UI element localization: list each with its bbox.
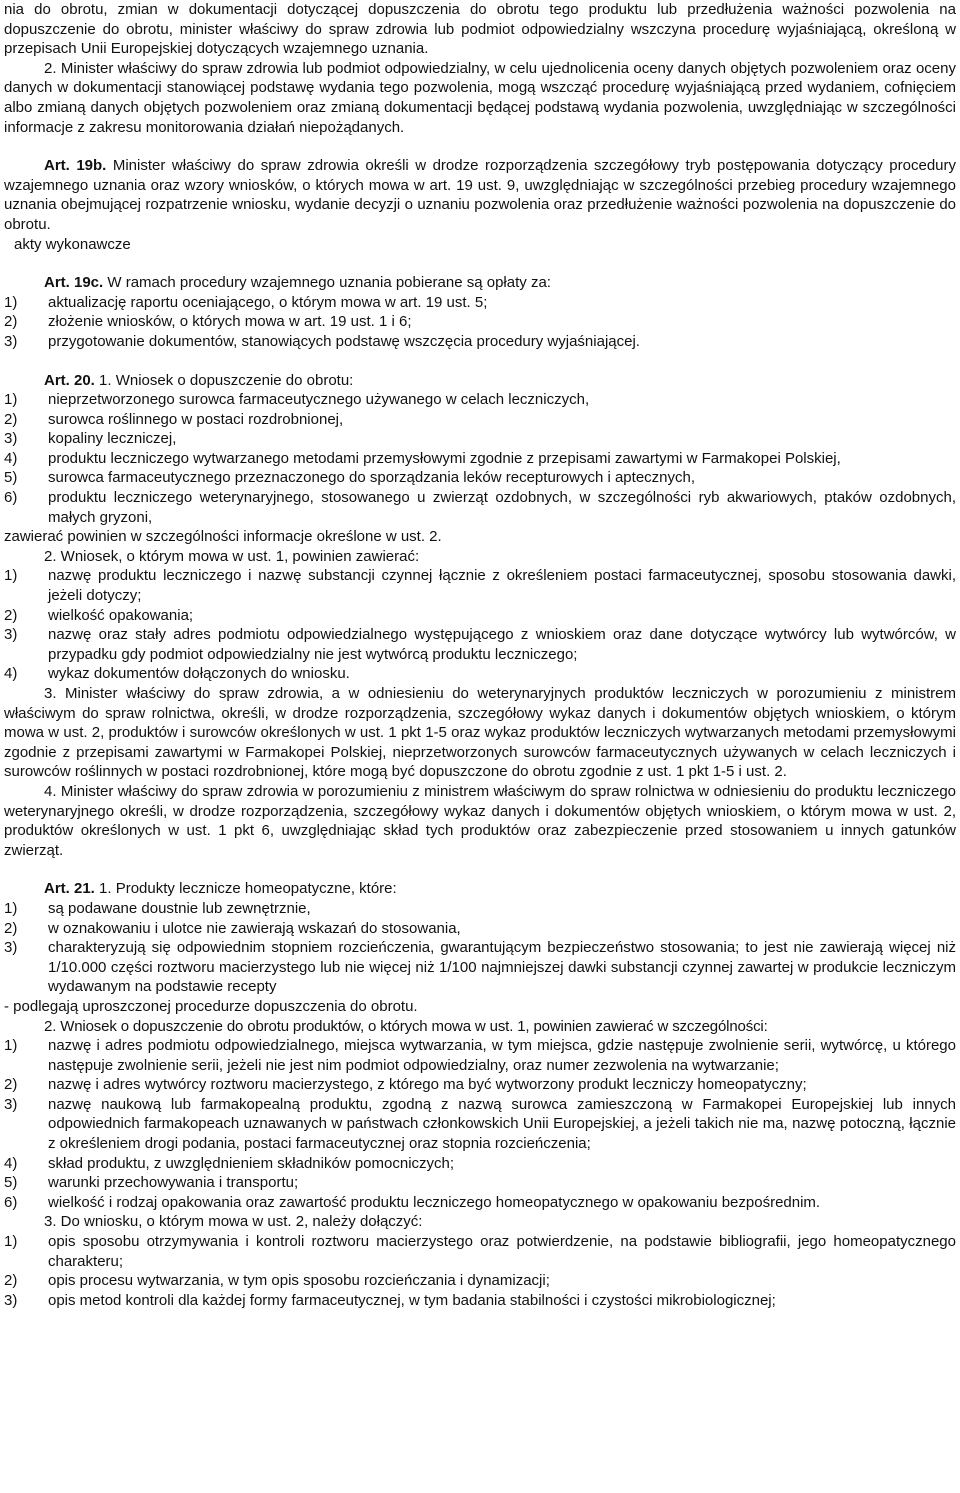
list-item-text: opis metod kontroli dla każdej formy farmaceutycznej, w tym badania stabilności i czystości mikrobiologicznej; [48,1291,776,1309]
art20-ust2-intro: 2. Wniosek, o którym mowa w ust. 1, powinien zawierać: [44,547,420,565]
list-item [4,566,956,605]
list-item [4,606,956,626]
list-item-number: 4) [4,665,18,683]
art19b-label: Art. 19b. [44,157,107,175]
list-item-text: przygotowanie dokumentów, stanowiących podstawę wszczęcia procedury wyjaśniającej. [48,332,640,350]
list-item-text: nazwę oraz stały adres podmiotu odpowiedzialnego występującego z wnioskiem oraz dane dotyczące wytwórcy lub wytwórców, w przypadku gdy podmiot odpowiedzialny nie jest wytwórcą produktu leczniczego; [48,626,956,663]
art21-ust3-intro: 3. Do wniosku, o którym mowa w ust. 2, należy dołączyć: [44,1213,423,1231]
list-item-text: wykaz dokumentów dołączonych do wniosku. [48,665,350,683]
list-item-text: nazwę naukową lub farmakopealną produktu, zgodną z nazwą surowca zamieszczoną w Farmakopei Europejskiej lub innych odpowiednich farmakopeach uznawanych w państwach członkowskich Unii Europejskiej, a jeżeli takich nie ma, nazwę potoczną, łącznie z określeniem drogi podania, postaci farmaceutycznej oraz stopnia rozcieńczenia; [48,1095,956,1153]
list-item-text: wielkość opakowania; [48,606,194,624]
list-item [4,293,956,313]
list-item [4,938,956,997]
art20-ust4: 4. Minister właściwy do spraw zdrowia w porozumieniu z ministrem właściwym do spraw rolnictwa w odniesieniu do produktu leczniczego weterynaryjnego określi, w drodze rozporządzenia, szczegółowy wykaz danych i dokumentów objętych wnioskiem, o którym mowa w ust. 2, produktów określonych w ust. 1 pkt 6, uwzględniając skład tych produktów oraz zabezpieczenie przed stosowaniem u innych gatunków zwierząt. [4,782,956,859]
list-item-text: surowca roślinnego w postaci rozdrobnionej, [48,410,344,428]
list-item-number: 3) [4,332,18,350]
list-item-text: opis procesu wytwarzania, w tym opis sposobu rozcieńczania i dynamizacji; [48,1272,550,1290]
list-item-number: 1) [4,1233,18,1251]
list-item [4,664,956,684]
list-item [4,1271,956,1291]
art21-paragraph [4,879,956,899]
list-item-text: produktu leczniczego weterynaryjnego, stosowanego u zwierząt ozdobnych, w szczególności ryb akwariowych, ptaków ozdobnych, małych gryzoni, [48,489,956,526]
list-item-number: 1) [4,899,18,917]
list-item [4,449,956,469]
art21-tail: - podlegają uproszczonej procedurze dopuszczenia do obrotu. [4,997,418,1015]
art21-list-3 [4,1232,956,1310]
list-item-number: 3) [4,1291,18,1309]
list-item-text: w oznakowaniu i ulotce nie zawierają wskazań do stosowania, [48,919,461,937]
list-item-number: 2) [4,919,18,937]
list-item-number: 1) [4,1037,18,1055]
art21-label: Art. 21. [44,880,95,898]
art21-text: 1. Produkty lecznicze homeopatyczne, które: [94,880,397,898]
list-item-text: charakteryzują się odpowiednim stopniem rozcieńczenia, gwarantującym bezpieczeństwo stosowania; to jest nie zawierają więcej niż 1/10.000 części roztworu macierzystego lub nie więcej niż 1/100 najmniejszej dawki substancji czynnej zawartej w produkcie leczniczym wydawanym na podstawie recepty [48,939,956,996]
list-item [4,312,956,332]
list-item [4,899,956,919]
list-item-text: nieprzetworzonego surowca farmaceutycznego używanego w celach leczniczych, [48,391,590,409]
list-item-text: złożenie wniosków, o których mowa w art. 19 ust. 1 i 6; [48,313,412,331]
art21-ust2-intro: 2. Wniosek o dopuszczenie do obrotu produktów, o których mowa w ust. 1, powinien zawierać w szczególności: [44,1017,768,1035]
list-item-number: 2) [4,1076,18,1094]
art20-ust3: 3. Minister właściwy do spraw zdrowia, a w odniesieniu do weterynaryjnych produktów leczniczych w porozumieniu z ministrem właściwym do spraw rolnictwa, określi, w drodze rozporządzenia, szczegółowy wykaz danych i dokumentów objętych wnioskiem, o którym mowa w ust. 2, produktów i surowców określonych w ust. 1 pkt 1-5 oraz wykaz produktów leczniczych wytwarzanych metodami przemysłowymi zgodnie z przepisami zawartymi w Farmakopei Polskiej, nieprzetworzonych surowców farmaceutycznych używanych w celach leczniczych i surowców roślinnych w postaci rozdrobnionej, które mogą być dopuszczone do obrotu zgodnie z ust. 1 pkt 1-5 i ust. 2. [4,685,956,781]
art20-text: 1. Wniosek o dopuszczenie do obrotu: [94,371,354,389]
list-item-number: 2) [4,410,18,428]
list-item-number: 3) [4,626,18,644]
list-item [4,468,956,488]
art19b-text: Minister właściwy do spraw zdrowia określi w drodze rozporządzenia szczegółowy tryb postępowania dotyczący procedury wzajemnego uznania oraz wzory wniosków, o których mowa w art. 19 ust. 9, uwzględniając w szczególności przebieg procedury wzajemnego uznania obejmującej rozpatrzenie wniosku, wydanie decyzji o uznaniu pozwolenia oraz przedłużenie ważności pozwolenia na dopuszczenie do obrotu. [4,157,956,233]
art19c-paragraph [4,273,956,293]
art19c-list [4,293,956,352]
list-item-number: 5) [4,469,18,487]
list-item-text: aktualizację raportu oceniającego, o którym mowa w art. 19 ust. 5; [48,293,488,311]
list-item-number: 3) [4,430,18,448]
list-item-number: 3) [4,1095,18,1113]
list-item [4,488,956,527]
art20-paragraph [4,371,956,391]
paragraph-ust2: 2. Minister właściwy do spraw zdrowia lub podmiot odpowiedzialny, w celu ujednolicenia oceny danych objętych pozwoleniem oraz oceny danych w dokumentacji stanowiącej podstawę wydania tego pozwolenia, mogą wszcząć procedurę wyjaśniającą przed wydaniem, cofnięciem albo zmianą danych objętych pozwoleniem oraz zmianą dokumentacji będącej podstawą wydania pozwolenia, uwzględniając w szczególności informacje z zakresu monitorowania działań niepożądanych. [4,59,956,136]
art20-list-2 [4,566,956,684]
list-item-number: 1) [4,293,18,311]
list-item [4,1291,956,1311]
list-item-text: surowca farmaceutycznego przeznaczonego do sporządzania leków recepturowych i aptecznych, [48,469,696,487]
art19b-paragraph [4,156,956,234]
list-item [4,332,956,352]
list-item-text: nazwę i adres wytwórcy roztworu macierzystego, z którego ma być wytworzony produkt leczniczy homeopatyczny; [48,1076,807,1094]
art20-tail: zawierać powinien w szczególności informacje określone w ust. 2. [4,528,442,546]
list-item-text: skład produktu, z uwzględnieniem składników pomocniczych; [48,1154,455,1172]
list-item-number: 6) [4,1193,18,1211]
list-item-text: opis sposobu otrzymywania i kontroli roztworu macierzystego oraz potwierdzenie, na podstawie bibliografii, jego homeopatycznego charakteru; [48,1233,956,1270]
list-item [4,1036,956,1075]
art20-label: Art. 20. [44,371,95,389]
list-item-number: 6) [4,489,18,507]
paragraph-continued: nia do obrotu, zmian w dokumentacji dotyczącej dopuszczenia do obrotu tego produktu lub przedłużenia ważności pozwolenia na dopuszczenie do obrotu, minister właściwy do spraw zdrowia lub podmiot odpowiedzialny wszczyna procedurę wyjaśniającą, określoną w przepisach Unii Europejskiej dotyczących wzajemnego uznania. [4,1,956,58]
list-item [4,1193,956,1213]
list-item-number: 2) [4,1272,18,1290]
list-item-number: 2) [4,313,18,331]
list-item-text: produktu leczniczego wytwarzanego metodami przemysłowymi zgodnie z przepisami zawartymi w Farmakopei Polskiej, [48,449,841,467]
list-item-text: kopaliny leczniczej, [48,430,177,448]
art19c-text: W ramach procedury wzajemnego uznania pobierane są opłaty za: [103,274,551,292]
list-item [4,1232,956,1271]
list-item-number: 4) [4,1154,18,1172]
list-item [4,1173,956,1193]
list-item-text: są podawane doustnie lub zewnętrznie, [48,899,311,917]
list-item-number: 1) [4,391,18,409]
art21-list-2 [4,1036,956,1212]
list-item [4,1075,956,1095]
list-item [4,390,956,410]
list-item-number: 2) [4,606,18,624]
art19c-label: Art. 19c. [44,274,104,292]
art20-list-1 [4,390,956,527]
list-item [4,1095,956,1154]
list-item-text: nazwę produktu leczniczego i nazwę substancji czynnej łącznie z określeniem postaci farmaceutycznej, sposobu stosowania dawki, jeżeli dotyczy; [48,567,956,605]
list-item-text: wielkość i rodzaj opakowania oraz zawartość produktu leczniczego homeopatycznego w opakowaniu bezpośrednim. [48,1193,821,1211]
list-item-number: 4) [4,449,18,467]
list-item [4,410,956,430]
list-item-number: 5) [4,1174,18,1192]
list-item [4,1154,956,1174]
list-item-number: 3) [4,939,18,957]
art21-list-1 [4,899,956,997]
list-item-number: 1) [4,567,18,585]
art19b-note: akty wykonawcze [14,235,131,253]
list-item-text: nazwę i adres podmiotu odpowiedzialnego, miejsca wytwarzania, w tym miejsca, gdzie następuje zwolnienie serii, wytwórcę, u którego następuje zwolnienie serii, jeżeli nie jest nim podmiot odpowiedzialny, oraz numer zezwolenia na wytwarzanie; [48,1037,956,1074]
list-item-text: warunki przechowywania i transportu; [48,1174,299,1192]
list-item [4,429,956,449]
list-item [4,625,956,664]
list-item [4,919,956,939]
